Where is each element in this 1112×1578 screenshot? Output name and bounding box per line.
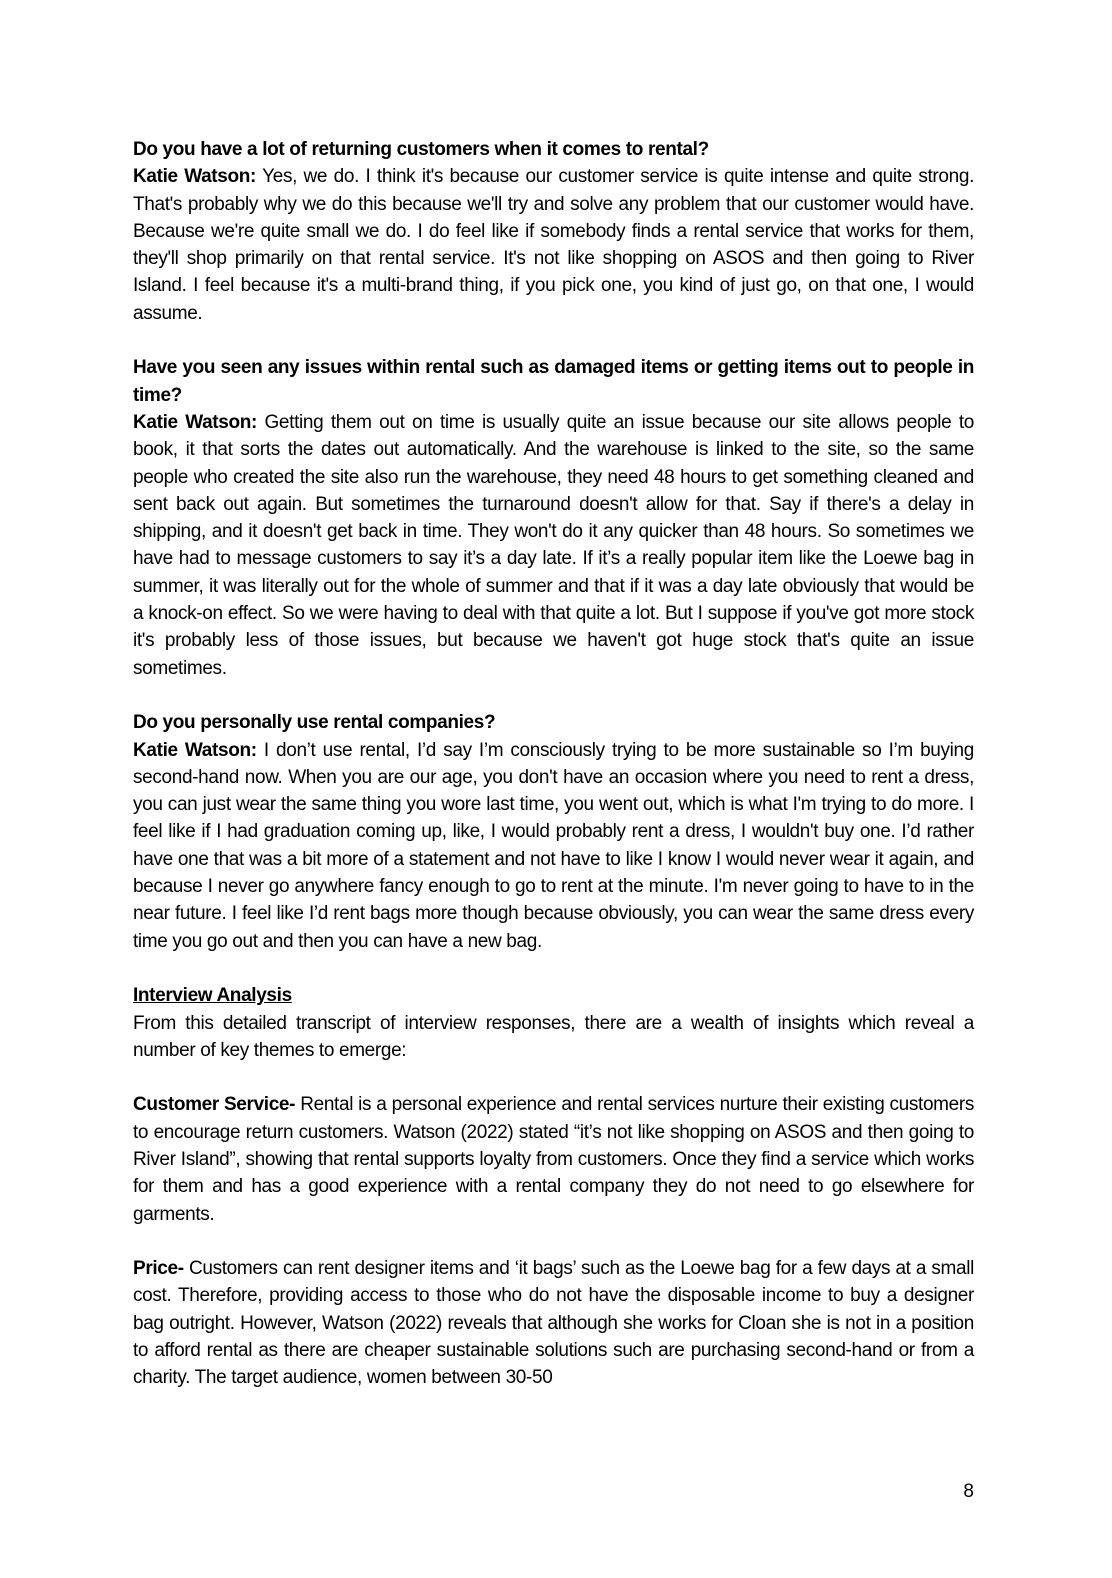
speaker-label: Katie Watson: (133, 739, 257, 761)
theme-title: Price- (133, 1258, 184, 1280)
paragraph-gap (133, 1228, 974, 1255)
theme-price (133, 1255, 974, 1391)
theme-title: Customer Service- (133, 1094, 296, 1116)
paragraph-gap (133, 955, 974, 982)
question-rental-issues: Have you seen any issues within rental such as damaged items or getting items out to people in time? (133, 357, 974, 406)
page-body (133, 136, 974, 1392)
analysis-heading: Interview Analysis (133, 985, 292, 1007)
speaker-label: Katie Watson: (133, 411, 257, 433)
speaker-label: Katie Watson: (133, 166, 256, 188)
paragraph-gap (133, 682, 974, 709)
question-returning-customers: Do you have a lot of returning customers when it comes to rental? (133, 139, 709, 160)
analysis-intro: From this detailed transcript of interview responses, there are a wealth of insights which reveal a number of key themes to emerge: (133, 1012, 974, 1061)
answer-returning-customers (133, 163, 974, 327)
theme-customer-service (133, 1091, 974, 1227)
paragraph-gap (133, 1064, 974, 1091)
theme-text: Customers can rent designer items and ‘it bags’ such as the Loewe bag for a few days at a small cost. Therefore, providing access to those who do not have the disposable income to buy a designer bag outright. However, Watson (2022) reveals that although she works for Cloan she is not in a position to afford rental as there are cheaper sustainable solutions such are purchasing second-hand or from a charity. The target audience, women between 30-50 (133, 1258, 974, 1389)
answer-rental-issues (133, 409, 974, 682)
theme-text: Rental is a personal experience and rental services nurture their existing customers to encourage return customers. Watson (2022) stated “it’s not like shopping on ASOS and then going to River Island”, showing that rental supports loyalty from customers. Once they find a service which works for them and has a good experience with a rental company they do not need to go elsewhere for garments. (133, 1094, 974, 1225)
answer-text: Yes, we do. I think it's because our customer service is quite intense and quite strong. That's probably why we do this because we'll try and solve any problem that our customer would have. Because we're quite small we do. I do feel like if somebody finds a rental service that works for them, they'll shop primarily on that rental service. It's not like shopping on ASOS and then going to River Island. I feel because it's a multi-brand thing, if you pick one, you kind of just go, on that one, I would assume. (133, 166, 974, 324)
paragraph-gap (133, 327, 974, 354)
page-number: 8 (963, 1481, 974, 1502)
answer-text: I don’t use rental, I’d say I’m consciously trying to be more sustainable so I’m buying second-hand now. When you are our age, you don't have an occasion where you need to rent a dress, you can just wear the same thing you wore last time, you went out, which is what I'm trying to do more. I feel like if I had graduation coming up, like, I would probably rent a dress, I wouldn't buy one. I’d rather have one that was a bit more of a statement and not have to like I know I would never wear it again, and because I never go anywhere fancy enough to go to rent at the minute. I'm never going to have to in the near future. I feel like I’d rent bags more though because obviously, you can wear the same dress every time you go out and then you can have a new bag. (133, 739, 974, 952)
answer-text: Getting them out on time is usually quite an issue because our site allows people to book, it that sorts the dates out automatically. And the warehouse is linked to the site, so the same people who created the site also run the warehouse, they need 48 hours to get something cleaned and sent back out again. But sometimes the turnaround doesn't allow for that. Say if there's a delay in shipping, and it doesn't get back in time. They won't do it any quicker than 48 hours. So sometimes we have had to message customers to say it’s a day late. If it’s a really popular item like the Loewe bag in summer, it was literally out for the whole of summer and that if it was a day late obviously that would be a knock-on effect. So we were having to deal with that quite a lot. But I suppose if you've got more stock it's probably less of those issues, but because we haven't got huge stock that's quite an issue sometimes. (133, 411, 975, 679)
question-personal-use: Do you personally use rental companies? (133, 712, 496, 734)
answer-personal-use (133, 737, 974, 955)
